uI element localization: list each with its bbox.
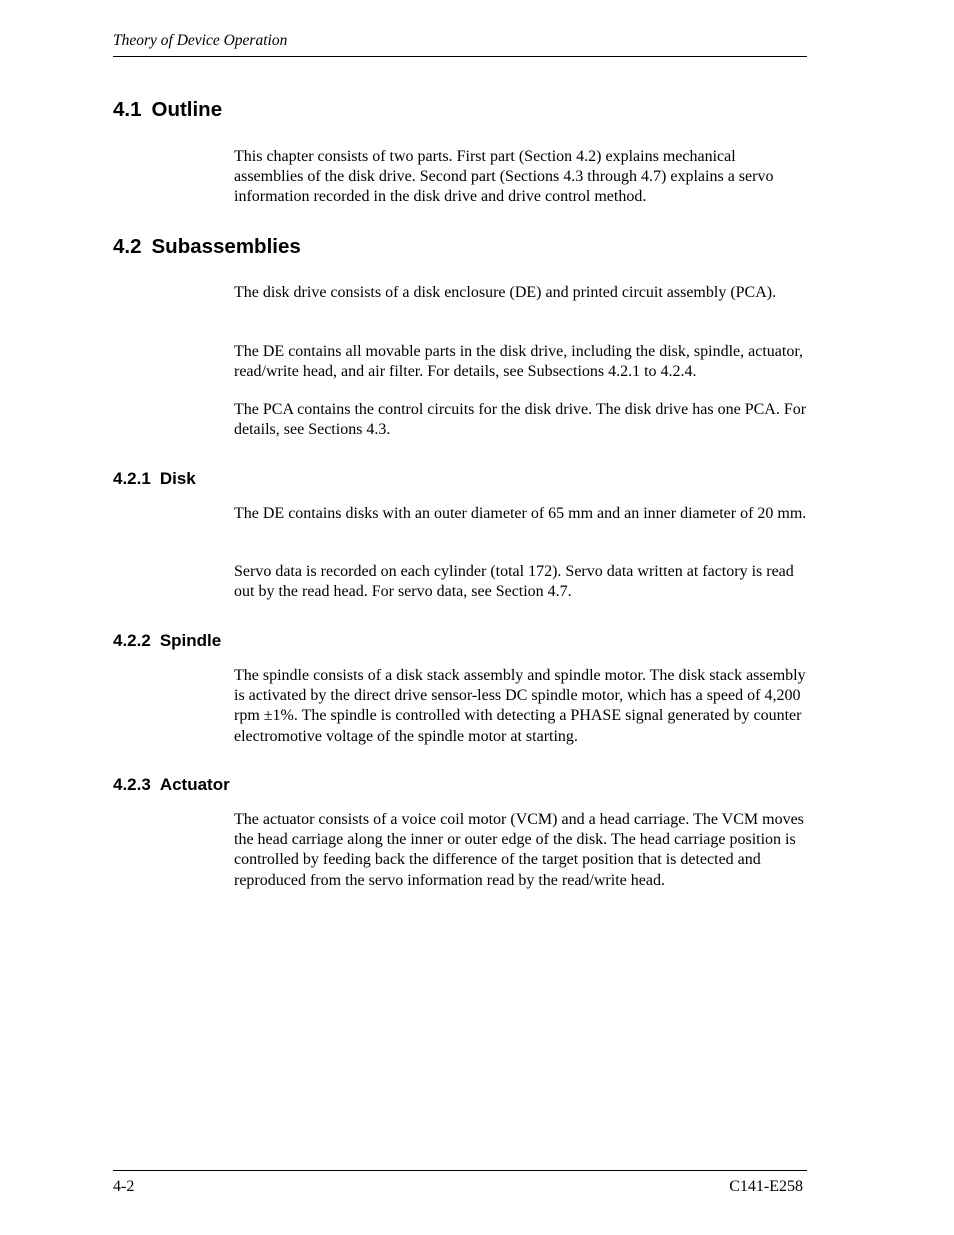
document-code: C141-E258 [729, 1178, 803, 1195]
section-title: Subassemblies [151, 235, 301, 258]
running-header: Theory of Device Operation [113, 31, 807, 57]
subsection-title: Actuator [159, 775, 230, 794]
paragraph: The DE contains disks with an outer diameter of 65 mm and an inner diameter of 20 mm. [234, 505, 807, 522]
section-heading-4-2 [113, 235, 301, 259]
page-footer [113, 1170, 807, 1197]
section-title: Outline [151, 98, 223, 121]
subsection-number: 4.2.1 [113, 469, 151, 488]
paragraph: The disk drive consists of a disk enclosure (DE) and printed circuit assembly (PCA). [234, 284, 777, 301]
paragraph: The PCA contains the control circuits for the disk drive. The disk drive has one PCA. For details, see Sections 4.3. [234, 401, 807, 439]
paragraph: The actuator consists of a voice coil motor (VCM) and a head carriage. The VCM moves the head carriage along the inner or outer edge of the disk. The head carriage position is controlled by feeding back the difference of the target position that is detected and reproduced from the servo information read by the read/write head. [234, 811, 804, 889]
section-number: 4.1 [113, 98, 142, 121]
subsection-title: Disk [159, 469, 196, 488]
subsection-number: 4.2.3 [113, 775, 151, 794]
paragraph: The spindle consists of a disk stack assembly and spindle motor. The disk stack assembly is activated by the direct drive sensor-less DC spindle motor, which has a speed of 4,200 rpm ±1%. The spindle is controlled with detecting a PHASE signal generated by counter electromotive voltage of the spindle motor at starting. [234, 667, 806, 745]
subsection-heading-4-2-2 [113, 631, 221, 651]
paragraph: The DE contains all movable parts in the disk drive, including the disk, spindle, actuator, read/write head, and air filter. For details, see Subsections 4.2.1 to 4.2.4. [234, 343, 804, 381]
paragraph: Servo data is recorded on each cylinder (total 172). Servo data written at factory is read out by the read head. For servo data, see Section 4.7. [234, 563, 794, 601]
subsection-number: 4.2.2 [113, 631, 151, 650]
subsection-heading-4-2-3 [113, 775, 230, 795]
page-number: 4-2 [113, 1178, 135, 1195]
paragraph: This chapter consists of two parts. First part (Section 4.2) explains mechanical assemblies of the disk drive. Second part (Sections 4.3 through 4.7) explains a servo information recorded in the disk drive and drive control method. [234, 148, 774, 206]
section-number: 4.2 [113, 235, 142, 258]
subsection-title: Spindle [159, 631, 222, 650]
subsection-heading-4-2-1 [113, 469, 196, 489]
section-heading-4-1 [113, 98, 222, 122]
